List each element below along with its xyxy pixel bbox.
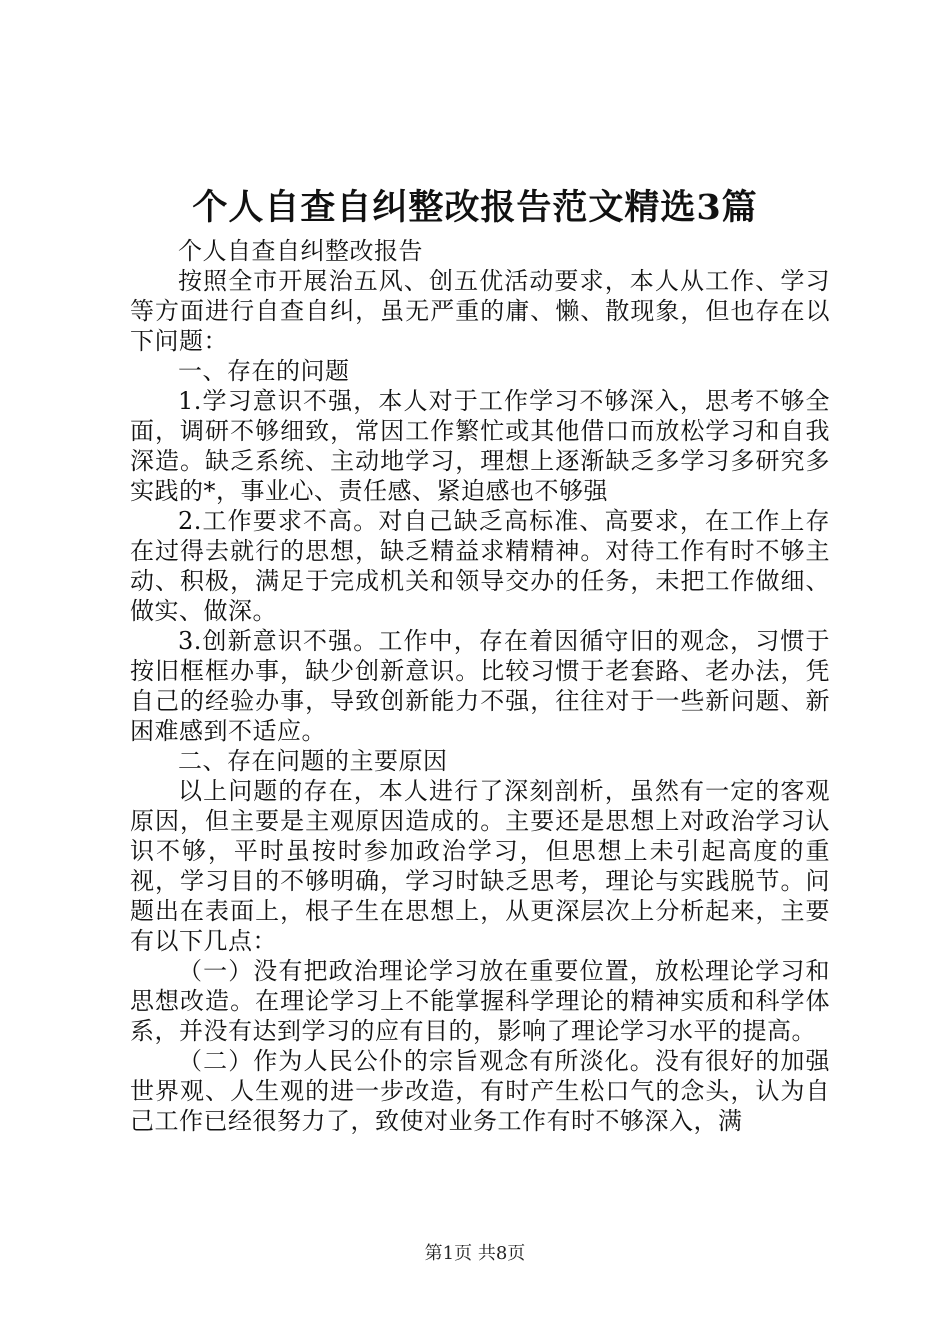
paragraph-problem-1: 1.学习意识不强，本人对于工作学习不够深入，思考不够全面，调研不够细致，常因工作繁忙或其他借口而放松学习和自我深造。缺乏系统、主动地学习，理想上逐渐缺乏多学习多研究多实践的*，事业心、责任感、紧迫感也不够强 [130,387,830,505]
section-heading-causes: 二、存在问题的主要原因 [178,747,448,775]
section-heading-problems: 一、存在的问题 [178,357,350,385]
paragraph-cause-2: （二）作为人民公仆的宗旨观念有所淡化。没有很好的加强世界观、人生观的进一步改造，有时产生松口气的念头，认为自己工作已经很努力了，致使对业务工作有时不够深入，满 [130,1047,830,1135]
paragraph-causes-intro: 以上问题的存在，本人进行了深刻剖析，虽然有一定的客观原因，但主要是主观原因造成的。主要还是思想上对政治学习认识不够，平时虽按时参加政治学习，但思想上未引起高度的重视，学习目的不够明确，学习时缺乏思考，理论与实践脱节。问题出在表面上，根子生在思想上，从更深层次上分析起来，主要有以下几点： [130,777,830,955]
document-title: 个人自查自纠整改报告范文精选3篇 [192,187,758,228]
paragraph-cause-1: （一）没有把政治理论学习放在重要位置，放松理论学习和思想改造。在理论学习上不能掌握科学理论的精神实质和科学体系，并没有达到学习的应有目的，影响了理论学习水平的提高。 [130,957,830,1045]
paragraph-problem-3: 3.创新意识不强。工作中，存在着因循守旧的观念，习惯于按旧框框办事，缺少创新意识。比较习惯于老套路、老办法，凭自己的经验办事，导致创新能力不强，往往对于一些新问题、新困难感到不适应。 [130,627,830,745]
paragraph-subtitle: 个人自查自纠整改报告 [178,237,423,265]
paragraph-problem-2: 2.工作要求不高。对自己缺乏高标准、高要求，在工作上存在过得去就行的思想，缺乏精益求精精神。对待工作有时不够主动、积极，满足于完成机关和领导交办的任务，未把工作做细、做实、做深。 [130,507,830,625]
page-footer: 第1页 共8页 [424,1243,526,1264]
document-body [130,236,830,1136]
paragraph-intro: 按照全市开展治五风、创五优活动要求，本人从工作、学习等方面进行自查自纠，虽无严重的庸、懒、散现象，但也存在以下问题： [130,267,830,355]
